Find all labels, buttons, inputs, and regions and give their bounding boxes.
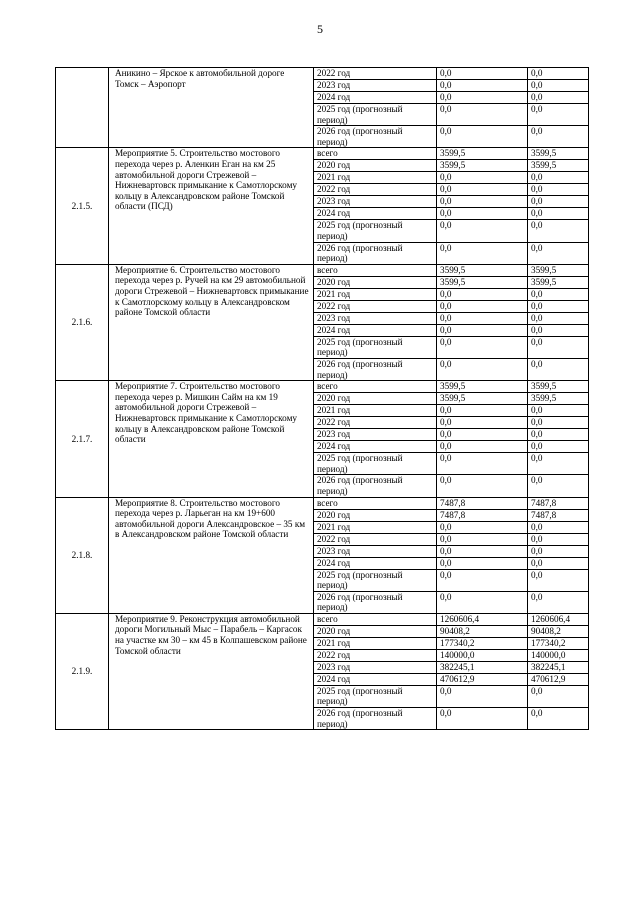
year-cell: 2021 год bbox=[314, 637, 437, 649]
table-row bbox=[56, 613, 589, 625]
budget-value-cell: 0,0 bbox=[528, 557, 589, 569]
total-value-cell: 0,0 bbox=[437, 591, 528, 613]
total-value-cell: 0,0 bbox=[437, 358, 528, 380]
total-value-cell: 0,0 bbox=[437, 336, 528, 358]
budget-value-cell: 470612,9 bbox=[528, 673, 589, 685]
year-cell: 2024 год bbox=[314, 673, 437, 685]
total-value-cell: 0,0 bbox=[437, 521, 528, 533]
year-cell: всего bbox=[314, 381, 437, 393]
measure-description: Мероприятие 9. Реконструкция автомобильной дороги Могильный Мыс – Парабель – Каргасок на участке км 30 – км 45 в Колпашевском районе Томской области bbox=[109, 613, 314, 729]
budget-value-cell: 7487,8 bbox=[528, 497, 589, 509]
total-value-cell: 0,0 bbox=[437, 533, 528, 545]
year-cell: 2022 год bbox=[314, 68, 437, 80]
year-cell: 2025 год (прогнозный период) bbox=[314, 336, 437, 358]
budget-value-cell: 90408,2 bbox=[528, 625, 589, 637]
total-value-cell: 0,0 bbox=[437, 312, 528, 324]
budget-value-cell: 1260606,4 bbox=[528, 613, 589, 625]
budget-value-cell: 382245,1 bbox=[528, 661, 589, 673]
year-cell: 2025 год (прогнозный период) bbox=[314, 104, 437, 126]
budget-value-cell: 3599,5 bbox=[528, 381, 589, 393]
year-cell: 2020 год bbox=[314, 160, 437, 172]
total-value-cell: 0,0 bbox=[437, 104, 528, 126]
total-value-cell: 7487,8 bbox=[437, 509, 528, 521]
measure-code: 2.1.6. bbox=[56, 264, 109, 380]
budget-value-cell: 0,0 bbox=[528, 104, 589, 126]
measure-description: Мероприятие 7. Строительство мостового перехода через р. Мишкин Сайм на км 19 автомобильной дороги Стрежевой – Нижневартовск примыкание к Самотлорскому кольцу в Александровском районе Томской области bbox=[109, 381, 314, 497]
budget-value-cell: 0,0 bbox=[528, 417, 589, 429]
measure-description: Аникино – Ярское к автомобильной дороге Томск – Аэропорт bbox=[109, 68, 314, 148]
budget-value-cell: 0,0 bbox=[528, 453, 589, 475]
budget-value-cell: 0,0 bbox=[528, 324, 589, 336]
budget-value-cell: 0,0 bbox=[528, 172, 589, 184]
year-cell: 2024 год bbox=[314, 92, 437, 104]
total-value-cell: 0,0 bbox=[437, 453, 528, 475]
year-cell: 2020 год bbox=[314, 393, 437, 405]
year-cell: 2026 год (прогнозный период) bbox=[314, 475, 437, 497]
total-value-cell: 3599,5 bbox=[437, 160, 528, 172]
total-value-cell: 0,0 bbox=[437, 429, 528, 441]
year-cell: 2022 год bbox=[314, 184, 437, 196]
total-value-cell: 0,0 bbox=[437, 80, 528, 92]
total-value-cell: 0,0 bbox=[437, 220, 528, 242]
year-cell: 2026 год (прогнозный период) bbox=[314, 358, 437, 380]
measure-code: 2.1.9. bbox=[56, 613, 109, 729]
year-cell: 2023 год bbox=[314, 80, 437, 92]
budget-value-cell: 0,0 bbox=[528, 80, 589, 92]
budget-value-cell: 0,0 bbox=[528, 569, 589, 591]
budget-value-cell: 0,0 bbox=[528, 429, 589, 441]
year-cell: 2021 год bbox=[314, 521, 437, 533]
year-cell: 2026 год (прогнозный период) bbox=[314, 242, 437, 264]
total-value-cell: 3599,5 bbox=[437, 264, 528, 276]
total-value-cell: 3599,5 bbox=[437, 276, 528, 288]
budget-value-cell: 0,0 bbox=[528, 68, 589, 80]
total-value-cell: 382245,1 bbox=[437, 661, 528, 673]
year-cell: 2024 год bbox=[314, 208, 437, 220]
budget-value-cell: 0,0 bbox=[528, 184, 589, 196]
year-cell: 2024 год bbox=[314, 441, 437, 453]
year-cell: всего bbox=[314, 148, 437, 160]
measure-description: Мероприятие 8. Строительство мостового перехода через р. Ларьеган на км 19+600 автомобильной дороги Александровское – 35 км в Александровском районе Томской области bbox=[109, 497, 314, 613]
total-value-cell: 3599,5 bbox=[437, 381, 528, 393]
budget-value-cell: 0,0 bbox=[528, 475, 589, 497]
total-value-cell: 3599,5 bbox=[437, 148, 528, 160]
total-value-cell: 90408,2 bbox=[437, 625, 528, 637]
total-value-cell: 0,0 bbox=[437, 405, 528, 417]
total-value-cell: 1260606,4 bbox=[437, 613, 528, 625]
year-cell: 2025 год (прогнозный период) bbox=[314, 685, 437, 707]
total-value-cell: 0,0 bbox=[437, 242, 528, 264]
table-row bbox=[56, 68, 589, 80]
budget-value-cell: 0,0 bbox=[528, 708, 589, 730]
year-cell: 2024 год bbox=[314, 324, 437, 336]
budget-value-cell: 0,0 bbox=[528, 533, 589, 545]
budget-value-cell: 3599,5 bbox=[528, 160, 589, 172]
budget-value-cell: 0,0 bbox=[528, 288, 589, 300]
measure-description: Мероприятие 5. Строительство мостового перехода через р. Аленкин Еган на км 25 автомобильной дороги Стрежевой – Нижневартовск примыкание к Самотлорскому кольцу в Александровском районе Томской области (ПСД) bbox=[109, 148, 314, 264]
year-cell: 2020 год bbox=[314, 625, 437, 637]
funding-table bbox=[55, 67, 589, 730]
budget-value-cell: 3599,5 bbox=[528, 393, 589, 405]
measure-code: 2.1.8. bbox=[56, 497, 109, 613]
measure-description: Мероприятие 6. Строительство мостового перехода через р. Ручей на км 29 автомобильной дороги Стрежевой – Нижневартовск примыкание к Самотлорскому кольцу в Александровском районе Томской области bbox=[109, 264, 314, 380]
page-number: 5 bbox=[317, 22, 323, 36]
budget-value-cell: 140000,0 bbox=[528, 649, 589, 661]
total-value-cell: 177340,2 bbox=[437, 637, 528, 649]
year-cell: 2023 год bbox=[314, 312, 437, 324]
total-value-cell: 0,0 bbox=[437, 324, 528, 336]
year-cell: 2022 год bbox=[314, 533, 437, 545]
year-cell: 2025 год (прогнозный период) bbox=[314, 220, 437, 242]
budget-value-cell: 0,0 bbox=[528, 591, 589, 613]
year-cell: 2021 год bbox=[314, 288, 437, 300]
total-value-cell: 0,0 bbox=[437, 92, 528, 104]
year-cell: 2020 год bbox=[314, 276, 437, 288]
measure-code bbox=[56, 68, 109, 148]
total-value-cell: 0,0 bbox=[437, 196, 528, 208]
year-cell: 2021 год bbox=[314, 405, 437, 417]
total-value-cell: 0,0 bbox=[437, 288, 528, 300]
budget-value-cell: 0,0 bbox=[528, 300, 589, 312]
year-cell: всего bbox=[314, 264, 437, 276]
budget-value-cell: 0,0 bbox=[528, 545, 589, 557]
budget-value-cell: 3599,5 bbox=[528, 264, 589, 276]
table-row bbox=[56, 264, 589, 276]
total-value-cell: 140000,0 bbox=[437, 649, 528, 661]
budget-value-cell: 0,0 bbox=[528, 685, 589, 707]
budget-value-cell: 0,0 bbox=[528, 336, 589, 358]
measure-code: 2.1.7. bbox=[56, 381, 109, 497]
year-cell: всего bbox=[314, 613, 437, 625]
total-value-cell: 0,0 bbox=[437, 417, 528, 429]
total-value-cell: 0,0 bbox=[437, 172, 528, 184]
budget-value-cell: 0,0 bbox=[528, 196, 589, 208]
total-value-cell: 3599,5 bbox=[437, 393, 528, 405]
year-cell: 2025 год (прогнозный период) bbox=[314, 569, 437, 591]
total-value-cell: 0,0 bbox=[437, 300, 528, 312]
table-row bbox=[56, 497, 589, 509]
year-cell: 2025 год (прогнозный период) bbox=[314, 453, 437, 475]
total-value-cell: 470612,9 bbox=[437, 673, 528, 685]
total-value-cell: 0,0 bbox=[437, 708, 528, 730]
year-cell: 2026 год (прогнозный период) bbox=[314, 591, 437, 613]
budget-value-cell: 177340,2 bbox=[528, 637, 589, 649]
table-row bbox=[56, 381, 589, 393]
total-value-cell: 0,0 bbox=[437, 126, 528, 148]
year-cell: 2022 год bbox=[314, 649, 437, 661]
budget-value-cell: 3599,5 bbox=[528, 276, 589, 288]
budget-value-cell: 0,0 bbox=[528, 521, 589, 533]
total-value-cell: 7487,8 bbox=[437, 497, 528, 509]
measure-code: 2.1.5. bbox=[56, 148, 109, 264]
budget-value-cell: 0,0 bbox=[528, 358, 589, 380]
year-cell: 2023 год bbox=[314, 545, 437, 557]
total-value-cell: 0,0 bbox=[437, 569, 528, 591]
year-cell: 2023 год bbox=[314, 661, 437, 673]
year-cell: 2023 год bbox=[314, 196, 437, 208]
budget-value-cell: 0,0 bbox=[528, 92, 589, 104]
budget-value-cell: 0,0 bbox=[528, 242, 589, 264]
year-cell: 2022 год bbox=[314, 417, 437, 429]
total-value-cell: 0,0 bbox=[437, 545, 528, 557]
budget-value-cell: 0,0 bbox=[528, 126, 589, 148]
total-value-cell: 0,0 bbox=[437, 475, 528, 497]
year-cell: 2026 год (прогнозный период) bbox=[314, 708, 437, 730]
year-cell: 2026 год (прогнозный период) bbox=[314, 126, 437, 148]
budget-value-cell: 7487,8 bbox=[528, 509, 589, 521]
budget-value-cell: 0,0 bbox=[528, 405, 589, 417]
budget-value-cell: 0,0 bbox=[528, 220, 589, 242]
total-value-cell: 0,0 bbox=[437, 557, 528, 569]
year-cell: 2020 год bbox=[314, 509, 437, 521]
budget-value-cell: 0,0 bbox=[528, 441, 589, 453]
year-cell: 2021 год bbox=[314, 172, 437, 184]
total-value-cell: 0,0 bbox=[437, 685, 528, 707]
total-value-cell: 0,0 bbox=[437, 441, 528, 453]
total-value-cell: 0,0 bbox=[437, 184, 528, 196]
year-cell: 2024 год bbox=[314, 557, 437, 569]
year-cell: 2023 год bbox=[314, 429, 437, 441]
budget-value-cell: 0,0 bbox=[528, 208, 589, 220]
budget-value-cell: 0,0 bbox=[528, 312, 589, 324]
total-value-cell: 0,0 bbox=[437, 208, 528, 220]
table-row bbox=[56, 148, 589, 160]
year-cell: всего bbox=[314, 497, 437, 509]
year-cell: 2022 год bbox=[314, 300, 437, 312]
total-value-cell: 0,0 bbox=[437, 68, 528, 80]
budget-value-cell: 3599,5 bbox=[528, 148, 589, 160]
